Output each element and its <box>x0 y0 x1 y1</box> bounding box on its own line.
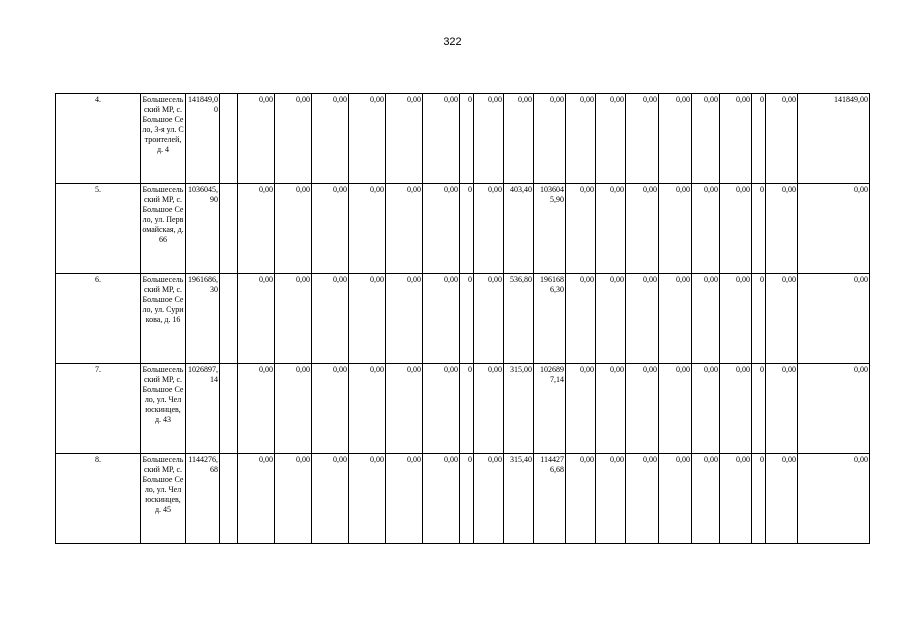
table-cell-cost-col-9: 0,00 <box>566 364 596 454</box>
table-cell-cost-col-5: 0,00 <box>386 94 423 184</box>
table-cell-cost-col-8: 1036045,90 <box>534 184 566 274</box>
table-cell-count-col-1: 0 <box>460 94 474 184</box>
table-cell-total-cost: 1026897,14 <box>186 364 220 454</box>
table-cell-row-number: 5. <box>56 184 141 274</box>
table-cell-cost-col-14: 0,00 <box>720 274 752 364</box>
table-cell-cost-col-12: 0,00 <box>659 184 692 274</box>
table-cell-cost-col-10: 0,00 <box>596 184 626 274</box>
table-cell-cost-col-13: 0,00 <box>692 274 720 364</box>
table-cell-cost-col-12: 0,00 <box>659 94 692 184</box>
table-cell-cost-col-14: 0,00 <box>720 364 752 454</box>
table-cell-cost-col-12: 0,00 <box>659 274 692 364</box>
table-cell-empty-col <box>220 94 238 184</box>
table-cell-cost-col-7: 0,00 <box>474 184 504 274</box>
table-cell-cost-col-14: 0,00 <box>720 94 752 184</box>
table-cell-cost-col-15: 0,00 <box>766 94 798 184</box>
table-cell-row-number: 4. <box>56 94 141 184</box>
table-cell-cost-col-5: 0,00 <box>386 454 423 544</box>
table-cell-area-col: 0,00 <box>504 94 534 184</box>
table-cell-cost-col-3: 0,00 <box>312 184 349 274</box>
table-cell-cost-col-10: 0,00 <box>596 274 626 364</box>
table-cell-cost-col-13: 0,00 <box>692 184 720 274</box>
table-cell-cost-col-6: 0,00 <box>423 274 460 364</box>
table-cell-count-col-1: 0 <box>460 454 474 544</box>
table-cell-count-col-2: 0 <box>752 184 766 274</box>
table-cell-total-cost: 1144276,68 <box>186 454 220 544</box>
table-cell-cost-col-13: 0,00 <box>692 364 720 454</box>
table-cell-row-number: 7. <box>56 364 141 454</box>
table-cell-cost-col-2: 0,00 <box>275 94 312 184</box>
table-cell-cost-col-11: 0,00 <box>626 94 659 184</box>
table-cell-count-col-1: 0 <box>460 274 474 364</box>
table-cell-address: Большесельский МР, с. Большое Село, ул. Челюскинцев, д. 43 <box>141 364 186 454</box>
table-cell-empty-col <box>220 364 238 454</box>
table-cell-cost-col-6: 0,00 <box>423 184 460 274</box>
table-cell-empty-col <box>220 274 238 364</box>
table-cell-cost-col-7: 0,00 <box>474 94 504 184</box>
table-cell-cost-col-11: 0,00 <box>626 364 659 454</box>
table-cell-cost-col-16: 0,00 <box>798 184 870 274</box>
table-cell-cost-col-16: 0,00 <box>798 364 870 454</box>
table-cell-cost-col-2: 0,00 <box>275 274 312 364</box>
table-cell-count-col-1: 0 <box>460 184 474 274</box>
table-cell-empty-col <box>220 454 238 544</box>
table-cell-count-col-1: 0 <box>460 364 474 454</box>
table-cell-cost-col-1: 0,00 <box>238 274 275 364</box>
table-row <box>56 274 870 364</box>
table-cell-cost-col-8: 1961686,30 <box>534 274 566 364</box>
table-cell-address: Большесельский МР, с. Большое Село, 3-я ул. Строителей, д. 4 <box>141 94 186 184</box>
table-cell-cost-col-15: 0,00 <box>766 184 798 274</box>
table-cell-cost-col-4: 0,00 <box>349 454 386 544</box>
table-body <box>56 94 870 544</box>
table-cell-cost-col-1: 0,00 <box>238 94 275 184</box>
table-cell-area-col: 315,00 <box>504 364 534 454</box>
table-cell-cost-col-7: 0,00 <box>474 454 504 544</box>
table-cell-cost-col-8: 0,00 <box>534 94 566 184</box>
table-cell-cost-col-16: 141849,00 <box>798 94 870 184</box>
table-cell-cost-col-15: 0,00 <box>766 364 798 454</box>
table-cell-address: Большесельский МР, с. Большое Село, ул. Челюскинцев, д. 45 <box>141 454 186 544</box>
table-cell-cost-col-15: 0,00 <box>766 454 798 544</box>
table-cell-total-cost: 1036045,90 <box>186 184 220 274</box>
table-cell-empty-col <box>220 184 238 274</box>
table-cell-cost-col-4: 0,00 <box>349 184 386 274</box>
table-cell-cost-col-9: 0,00 <box>566 184 596 274</box>
table-cell-cost-col-7: 0,00 <box>474 274 504 364</box>
table-cell-cost-col-13: 0,00 <box>692 94 720 184</box>
table-cell-cost-col-1: 0,00 <box>238 184 275 274</box>
table-cell-cost-col-7: 0,00 <box>474 364 504 454</box>
table-cell-cost-col-1: 0,00 <box>238 454 275 544</box>
table-cell-cost-col-11: 0,00 <box>626 184 659 274</box>
table-cell-cost-col-11: 0,00 <box>626 274 659 364</box>
table-cell-cost-col-8: 1026897,14 <box>534 364 566 454</box>
table-cell-cost-col-4: 0,00 <box>349 364 386 454</box>
table-cell-total-cost: 141849,00 <box>186 94 220 184</box>
table-cell-cost-col-2: 0,00 <box>275 454 312 544</box>
table-cell-cost-col-10: 0,00 <box>596 364 626 454</box>
table-cell-cost-col-2: 0,00 <box>275 364 312 454</box>
table-cell-address: Большесельский МР, с. Большое Село, ул. Первомайская, д. 66 <box>141 184 186 274</box>
table-cell-cost-col-5: 0,00 <box>386 184 423 274</box>
table-cell-cost-col-3: 0,00 <box>312 454 349 544</box>
table-cell-cost-col-2: 0,00 <box>275 184 312 274</box>
table-cell-cost-col-10: 0,00 <box>596 94 626 184</box>
table-cell-cost-col-4: 0,00 <box>349 94 386 184</box>
table-cell-cost-col-9: 0,00 <box>566 94 596 184</box>
table-cell-cost-col-3: 0,00 <box>312 364 349 454</box>
table-cell-cost-col-6: 0,00 <box>423 364 460 454</box>
table-cell-area-col: 536,80 <box>504 274 534 364</box>
table-cell-cost-col-3: 0,00 <box>312 94 349 184</box>
table-cell-cost-col-11: 0,00 <box>626 454 659 544</box>
table-cell-cost-col-9: 0,00 <box>566 274 596 364</box>
table-row <box>56 364 870 454</box>
table-cell-cost-col-10: 0,00 <box>596 454 626 544</box>
table-cell-cost-col-15: 0,00 <box>766 274 798 364</box>
table-cell-row-number: 6. <box>56 274 141 364</box>
table-cell-count-col-2: 0 <box>752 274 766 364</box>
table-cell-cost-col-12: 0,00 <box>659 364 692 454</box>
table-cell-area-col: 315,40 <box>504 454 534 544</box>
table-row <box>56 454 870 544</box>
table-cell-cost-col-14: 0,00 <box>720 184 752 274</box>
table-cell-cost-col-4: 0,00 <box>349 274 386 364</box>
table-cell-area-col: 403,40 <box>504 184 534 274</box>
table-cell-count-col-2: 0 <box>752 454 766 544</box>
table-cell-cost-col-1: 0,00 <box>238 364 275 454</box>
page-number: 322 <box>443 36 462 48</box>
table-cell-row-number: 8. <box>56 454 141 544</box>
table-row <box>56 94 870 184</box>
table-cell-cost-col-13: 0,00 <box>692 454 720 544</box>
table-cell-cost-col-5: 0,00 <box>386 274 423 364</box>
table-cell-cost-col-16: 0,00 <box>798 274 870 364</box>
table-cell-address: Большесельский МР, с. Большое Село, ул. Сурикова, д. 16 <box>141 274 186 364</box>
table-cell-cost-col-3: 0,00 <box>312 274 349 364</box>
table-cell-cost-col-14: 0,00 <box>720 454 752 544</box>
table-cell-cost-col-9: 0,00 <box>566 454 596 544</box>
table-row <box>56 184 870 274</box>
table-cell-cost-col-12: 0,00 <box>659 454 692 544</box>
table-cell-cost-col-6: 0,00 <box>423 94 460 184</box>
table-cell-cost-col-16: 0,00 <box>798 454 870 544</box>
table-cell-count-col-2: 0 <box>752 94 766 184</box>
table-cell-cost-col-6: 0,00 <box>423 454 460 544</box>
table-cell-cost-col-8: 1144276,68 <box>534 454 566 544</box>
data-table <box>55 93 870 544</box>
table-cell-count-col-2: 0 <box>752 364 766 454</box>
table-cell-total-cost: 1961686,30 <box>186 274 220 364</box>
table-cell-cost-col-5: 0,00 <box>386 364 423 454</box>
